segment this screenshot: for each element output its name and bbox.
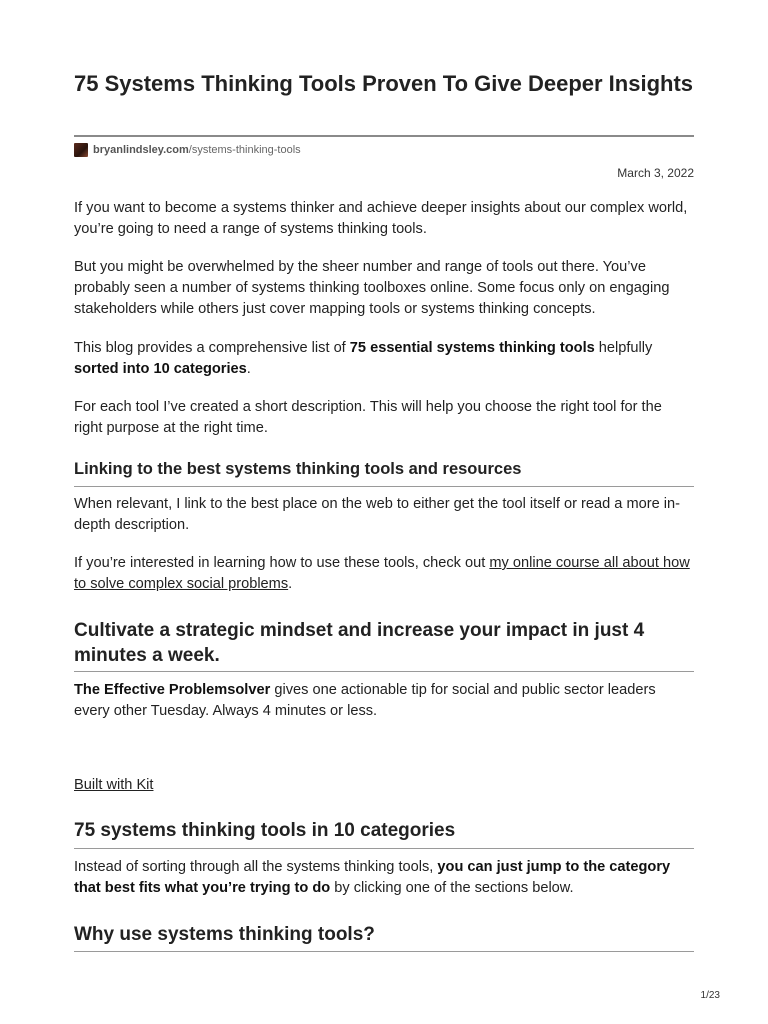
newsletter-divider — [74, 671, 694, 672]
categories-divider — [74, 848, 694, 849]
intro-paragraph-1: If you want to become a systems thinker and achieve deeper insights about our complex world, you’re going to need a range of systems thinking tools. — [74, 200, 688, 237]
linking-heading: Linking to the best systems thinking tools and resources — [74, 460, 522, 478]
intro-paragraph-3 — [74, 338, 694, 380]
intro-p3-text-c: . — [246, 361, 251, 377]
built-with-kit-link[interactable]: Built with Kit — [74, 777, 154, 793]
linking-paragraph-1: When relevant, I link to the best place on the web to either get the tool itself or read a more in-depth description. — [74, 496, 680, 533]
intro-p3-text-b: helpfully — [594, 340, 653, 356]
source-path[interactable]: /systems-thinking-tools — [188, 144, 301, 156]
categories-text-a: Instead of sorting through all the systems thinking tools, — [74, 859, 438, 875]
categories-bold: you can just jump to the category that best fits what you’re trying to do — [74, 859, 671, 896]
site-favicon-icon — [74, 143, 88, 157]
newsletter-desc-text: gives one actionable tip for social and public sector leaders every other Tuesday. Always 4 minutes or less. — [74, 682, 656, 719]
linking-paragraph-2 — [74, 553, 694, 595]
intro-p3-bold-b: sorted into 10 categories — [74, 361, 247, 377]
intro-p3-bold-a: 75 essential systems thinking tools — [349, 340, 595, 356]
publish-date: March 3, 2022 — [617, 166, 694, 180]
source-domain[interactable]: bryanlindsley.com — [93, 144, 189, 156]
page-number: 1/23 — [700, 990, 720, 1001]
categories-text-b: by clicking one of the sections below. — [330, 880, 574, 896]
title-divider — [74, 135, 694, 137]
newsletter-name: The Effective Problemsolver — [74, 682, 271, 698]
newsletter-description — [74, 680, 694, 722]
intro-p3-text-a: This blog provides a comprehensive list of — [74, 340, 350, 356]
intro-paragraph-4: For each tool I’ve created a short description. This will help you choose the right tool for the right purpose at the right time. — [74, 399, 662, 436]
article-title: 75 Systems Thinking Tools Proven To Give Deeper Insights — [74, 71, 694, 96]
source-line[interactable] — [74, 142, 301, 158]
categories-heading: 75 systems thinking tools in 10 categories — [74, 820, 456, 841]
why-divider — [74, 951, 694, 952]
newsletter-heading: Cultivate a strategic mindset and increase your impact in just 4 minutes a week. — [74, 620, 645, 666]
why-heading: Why use systems thinking tools? — [74, 924, 375, 945]
linking-divider — [74, 486, 694, 487]
linking-p2-text-a: If you’re interested in learning how to use these tools, check out — [74, 555, 490, 571]
course-link[interactable]: my online course all about how to solve complex social problems — [74, 555, 690, 592]
intro-paragraph-2: But you might be overwhelmed by the sheer number and range of tools out there. You’ve probably seen a number of systems thinking toolboxes online. Some focus only on engaging stakeholders while others just cover mapping tools or systems thinking concepts. — [74, 259, 670, 317]
categories-paragraph — [74, 857, 694, 899]
linking-p2-text-b: . — [288, 576, 293, 592]
